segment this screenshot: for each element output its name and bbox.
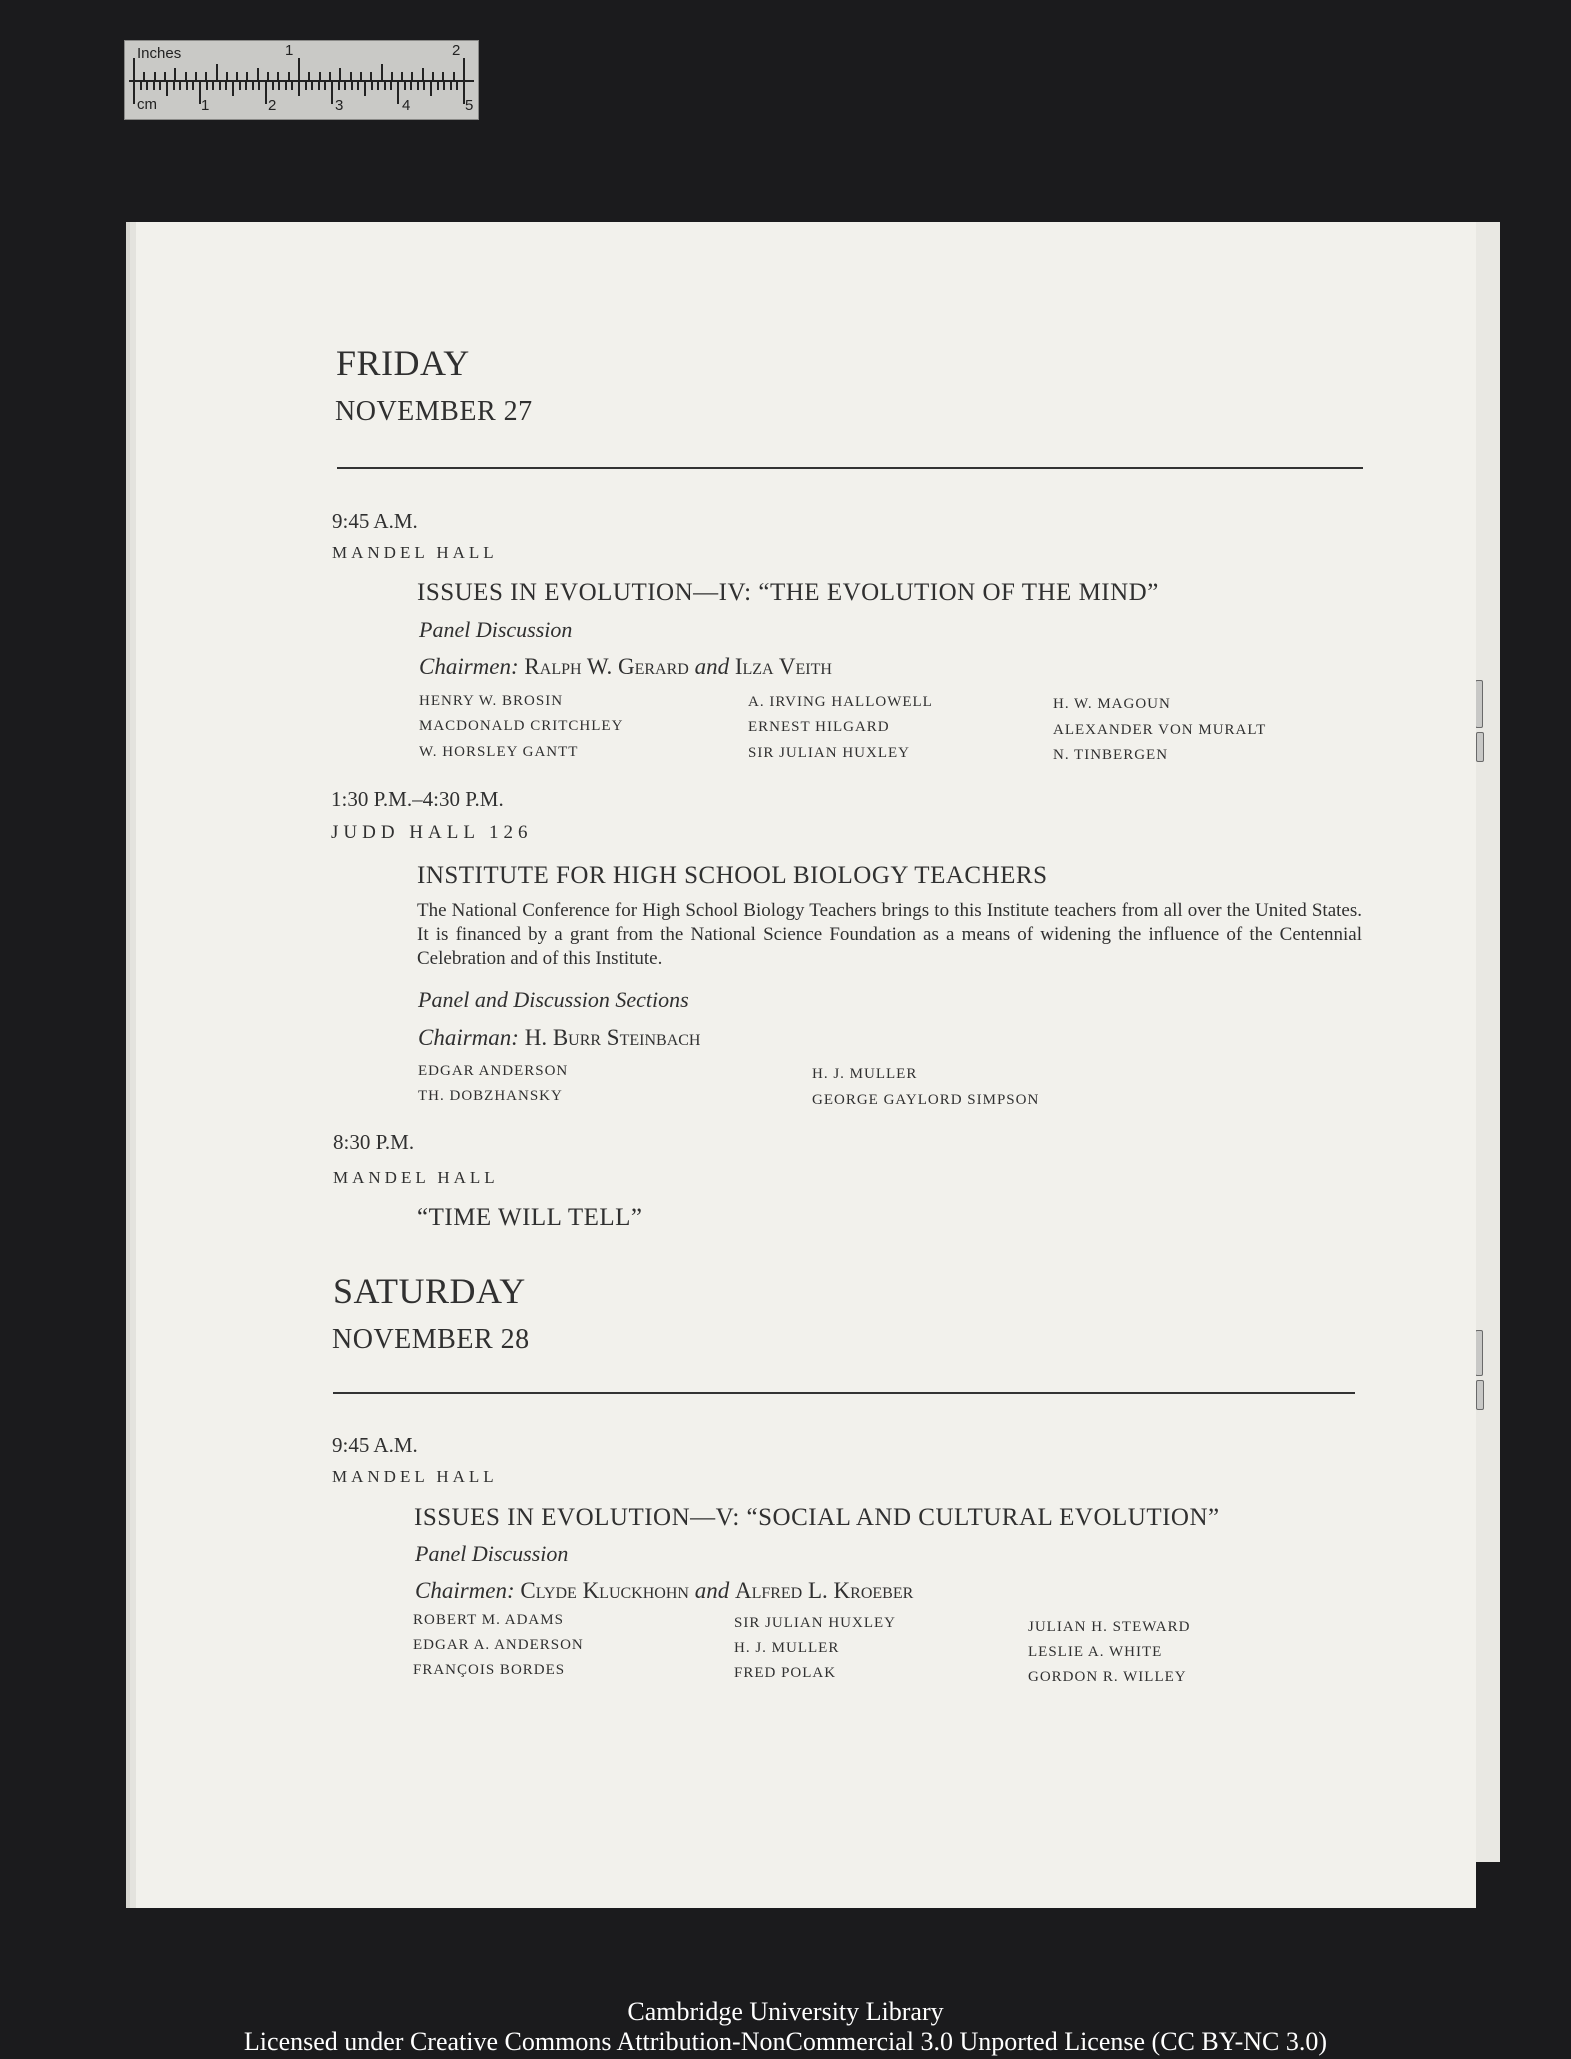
- scale-tick: [423, 82, 425, 90]
- session-subtitle: Panel and Discussion Sections: [418, 987, 689, 1012]
- friday-heading: FRIDAY: [336, 343, 470, 383]
- scale-tick: [192, 82, 194, 90]
- scale-tick: [225, 82, 227, 90]
- panelist: ERNEST HILGARD: [748, 719, 890, 735]
- saturday-date: NOVEMBER 28: [332, 1324, 530, 1355]
- panelist: SIR JULIAN HUXLEY: [734, 1615, 896, 1631]
- panelist: ALEXANDER VON MURALT: [1053, 722, 1267, 738]
- panelist: GORDON R. WILLEY: [1028, 1669, 1187, 1685]
- scale-tick: [305, 82, 307, 90]
- scale-tick: [219, 82, 221, 90]
- session-venue: MANDEL HALL: [332, 543, 498, 562]
- scale-tick: [381, 64, 383, 80]
- chair-prefix: Chairmen:: [415, 1578, 515, 1603]
- staple: [1476, 1380, 1484, 1410]
- scale-tick: [351, 82, 353, 90]
- friday-date: NOVEMBER 27: [335, 396, 533, 427]
- scale-tick: [173, 82, 175, 90]
- session-title: INSTITUTE FOR HIGH SCHOOL BIOLOGY TEACHERS: [417, 862, 1048, 889]
- scale-tick: [298, 82, 300, 96]
- panelist: SIR JULIAN HUXLEY: [748, 745, 910, 761]
- scale-tick: [246, 72, 248, 80]
- scale-tick: [212, 82, 214, 90]
- scale-tick: [324, 82, 326, 90]
- scale-tick: [456, 82, 458, 90]
- scale-cm-mark: 3: [335, 97, 344, 114]
- panelist: N. TINBERGEN: [1053, 747, 1169, 763]
- scale-tick: [267, 72, 269, 80]
- scale-tick: [166, 82, 168, 96]
- session-chairmen: [419, 654, 832, 680]
- footer-library: Cambridge University Library: [627, 1997, 944, 2026]
- scale-tick: [360, 72, 362, 80]
- session-description: The National Conference for High School Biology Teachers brings to this Institute teachers from all over the United States. It is financed by a grant from the National Science Foundation as a means of widening the influence of the Centennial Celebration and of this Institute.: [417, 900, 1362, 969]
- scale-tick: [371, 82, 373, 90]
- scale-tick: [216, 64, 218, 80]
- scale-cm-mark: 2: [268, 97, 277, 114]
- session-subtitle: Panel Discussion: [415, 1541, 569, 1566]
- panelist: EDGAR ANDERSON: [418, 1063, 569, 1079]
- session-title: “TIME WILL TELL”: [417, 1204, 643, 1231]
- section-rule: [337, 467, 1363, 469]
- scale-tick: [350, 72, 352, 80]
- scale-tick: [390, 82, 392, 90]
- scale-tick: [377, 82, 379, 90]
- session-time: 8:30 P.M.: [333, 1130, 415, 1154]
- measurement-scale: [124, 40, 479, 120]
- scale-tick: [245, 82, 247, 90]
- scale-tick: [463, 58, 465, 80]
- scale-tick: [404, 82, 406, 90]
- session-venue: MANDEL HALL: [333, 1168, 499, 1187]
- section-rule: [333, 1392, 1355, 1394]
- scale-tick: [391, 72, 393, 80]
- session-chairmen: [415, 1578, 913, 1604]
- scale-tick: [272, 82, 274, 90]
- staple: [1475, 680, 1483, 728]
- next-page-edge: [1476, 222, 1500, 1862]
- session-title: ISSUES IN EVOLUTION—IV: “THE EVOLUTION OF THE MIND”: [417, 579, 1159, 606]
- scale-tick: [364, 82, 366, 96]
- scale-tick: [226, 72, 228, 80]
- scale-tick: [199, 82, 201, 104]
- panelist: ROBERT M. ADAMS: [413, 1612, 564, 1628]
- scale-tick: [329, 72, 331, 80]
- scale-tick: [185, 72, 187, 80]
- scale-tick: [257, 68, 259, 80]
- scale-tick: [265, 82, 267, 104]
- scale-tick: [331, 82, 333, 104]
- chair-name: Ralph W. Gerard: [524, 654, 689, 679]
- panelist: W. HORSLEY GANTT: [419, 744, 579, 760]
- scale-tick: [195, 72, 197, 80]
- scale-tick: [277, 72, 279, 80]
- scale-tick: [206, 82, 208, 90]
- scale-inch-mark: 1: [285, 42, 294, 59]
- scale-tick: [319, 72, 321, 80]
- panelist: GEORGE GAYLORD SIMPSON: [812, 1092, 1040, 1108]
- scale-tick: [154, 72, 156, 80]
- chair-name: Alfred L. Kroeber: [734, 1578, 914, 1603]
- scale-tick: [453, 72, 455, 80]
- scale-tick: [410, 82, 412, 90]
- saturday-heading: SATURDAY: [333, 1271, 526, 1311]
- scale-tick: [140, 82, 142, 90]
- scale-tick: [437, 82, 439, 90]
- scale-tick: [401, 72, 403, 80]
- scale-tick: [133, 82, 135, 104]
- scale-tick: [159, 82, 161, 90]
- scale-tick: [174, 68, 176, 80]
- panelist: FRANÇOIS BORDES: [413, 1662, 566, 1678]
- scale-tick: [278, 82, 280, 90]
- session-venue: JUDD HALL 126: [331, 822, 533, 843]
- session-chairman: [418, 1025, 700, 1051]
- chair-and: and: [694, 1578, 730, 1603]
- panelist: EDGAR A. ANDERSON: [413, 1637, 584, 1653]
- scale-tick: [308, 72, 310, 80]
- scale-tick: [239, 82, 241, 90]
- scale-cm-label: cm: [137, 96, 157, 113]
- scale-tick: [344, 82, 346, 90]
- scale-cm-mark: 1: [201, 97, 210, 114]
- scale-tick: [133, 58, 135, 80]
- scale-tick: [205, 72, 207, 80]
- panelist: A. IRVING HALLOWELL: [748, 694, 933, 710]
- scale-tick: [153, 82, 155, 90]
- scale-tick: [443, 82, 445, 90]
- scale-tick: [236, 72, 238, 80]
- panelist: H. W. MAGOUN: [1053, 696, 1171, 712]
- scale-tick: [164, 72, 166, 80]
- scale-tick: [186, 82, 188, 90]
- panelist: JULIAN H. STEWARD: [1028, 1619, 1191, 1635]
- staple: [1476, 732, 1484, 762]
- session-title: ISSUES IN EVOLUTION—V: “SOCIAL AND CULTURAL EVOLUTION”: [414, 1504, 1220, 1531]
- staple: [1475, 1330, 1483, 1376]
- panelist: LESLIE A. WHITE: [1028, 1644, 1163, 1660]
- panelist: FRED POLAK: [734, 1665, 837, 1681]
- chair-prefix: Chairmen:: [419, 654, 519, 679]
- scale-cm-mark: 5: [465, 97, 474, 114]
- scale-tick: [288, 72, 290, 80]
- panelist: H. J. MULLER: [734, 1640, 840, 1656]
- session-time: 9:45 A.M.: [332, 509, 418, 533]
- session-subtitle: Panel Discussion: [419, 617, 573, 642]
- scale-tick: [397, 82, 399, 104]
- scale-cm-mark: 4: [402, 97, 411, 114]
- session-time: 1:30 P.M.–4:30 P.M.: [331, 787, 504, 811]
- scale-tick: [411, 72, 413, 80]
- scale-tick: [179, 82, 181, 90]
- scale-tick: [422, 68, 424, 80]
- chair-and: and: [694, 654, 730, 679]
- chair-prefix: Chairman:: [418, 1025, 519, 1050]
- scale-inches-label: Inches: [137, 45, 182, 62]
- scale-tick: [339, 68, 341, 80]
- scale-tick: [318, 82, 320, 90]
- scale-tick: [417, 82, 419, 90]
- scale-tick: [146, 82, 148, 90]
- scale-tick: [384, 82, 386, 90]
- scale-tick: [450, 82, 452, 90]
- scale-tick: [442, 72, 444, 80]
- panelist: H. J. MULLER: [812, 1066, 918, 1082]
- chair-name: H. Burr Steinbach: [524, 1025, 701, 1050]
- scale-tick: [143, 72, 145, 80]
- session-venue: MANDEL HALL: [332, 1467, 498, 1486]
- scale-tick: [311, 82, 313, 90]
- scale-tick: [232, 82, 234, 96]
- scale-tick: [291, 82, 293, 90]
- scale-tick: [298, 58, 300, 80]
- scale-tick: [252, 82, 254, 90]
- scale-tick: [430, 82, 432, 96]
- scale-tick: [338, 82, 340, 90]
- scale-tick: [258, 82, 260, 90]
- scale-tick: [463, 82, 465, 104]
- chair-name: Ilza Veith: [734, 654, 832, 679]
- scale-inch-mark: 2: [452, 42, 461, 59]
- scale-tick: [357, 82, 359, 90]
- scale-tick: [285, 82, 287, 90]
- footer-license: Licensed under Creative Commons Attribution-NonCommercial 3.0 Unported License (CC BY-NC 3.0): [243, 2027, 1328, 2056]
- session-time: 9:45 A.M.: [332, 1433, 418, 1457]
- panelist: MACDONALD CRITCHLEY: [419, 718, 624, 734]
- panelist: HENRY W. BROSIN: [419, 693, 564, 709]
- panelist: TH. DOBZHANSKY: [418, 1088, 563, 1104]
- scale-tick: [432, 72, 434, 80]
- chair-name: Clyde Kluckhohn: [520, 1578, 689, 1603]
- scale-tick: [370, 72, 372, 80]
